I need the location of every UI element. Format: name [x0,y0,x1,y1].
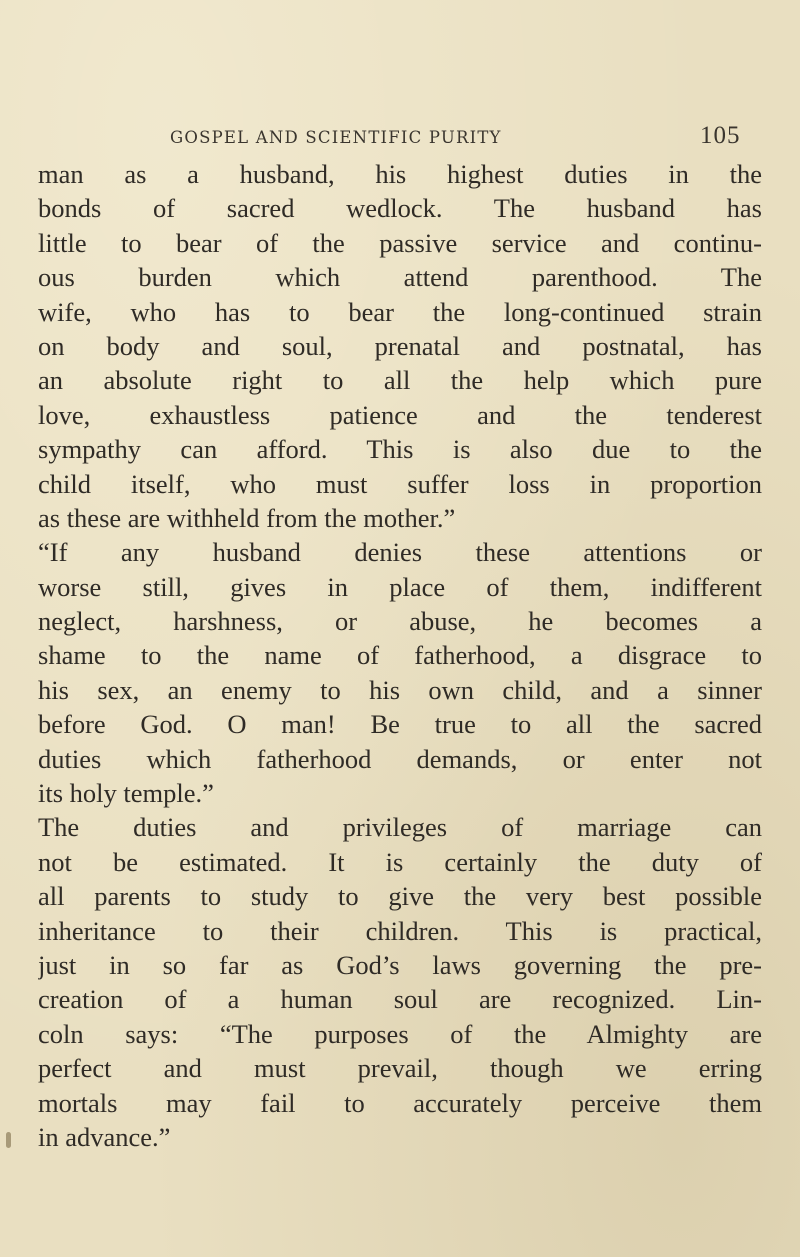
text-line: love, exhaustless patience and the tenderest [38,399,762,430]
text-line: inheritance to their children. This is practical, [38,915,762,946]
text-line: not be estimated. It is certainly the duty of [38,846,762,877]
text-line: The duties and privileges of marriage can [38,812,762,843]
text-line: an absolute right to all the help which pure [38,365,762,396]
text-line: creation of a human soul are recognized. Lin- [38,984,762,1015]
text-line: little to bear of the passive service and continu- [38,227,762,258]
body-text [38,157,762,1154]
text-line: before God. O man! Be true to all the sacred [38,709,762,740]
page-number: 105 [700,122,741,149]
text-line: child itself, who must suffer loss in proportion [38,468,762,499]
text-line: “If any husband denies these attentions or [38,537,762,568]
text-line: worse still, gives in place of them, indifferent [38,571,762,602]
text-line: just in so far as God’s laws governing the pre- [38,949,762,980]
text-line: man as a husband, his highest duties in the [38,159,762,189]
text-line: as these are withheld from the mother.” [38,502,456,533]
text-line: his sex, an enemy to his own child, and a sinner [38,674,762,705]
text-line: its holy temple.” [38,778,214,809]
text-line: ous burden which attend parenthood. The [38,262,762,293]
running-head: GOSPEL AND SCIENTIFIC PURITY [170,128,502,147]
text-line: in advance.” [38,1121,171,1152]
text-line: wife, who has to bear the long-continued strain [38,296,762,327]
text-line: sympathy can afford. This is also due to the [38,434,762,465]
text-line: duties which fatherhood demands, or enter not [38,743,762,774]
text-line: coln says: “The purposes of the Almighty are [38,1018,762,1049]
text-line: perfect and must prevail, though we erring [38,1053,762,1084]
ink-smudge [6,1132,11,1148]
text-line: all parents to study to give the very best possible [38,881,762,912]
text-line: on body and soul, prenatal and postnatal, has [38,330,762,361]
text-line: bonds of sacred wedlock. The husband has [38,193,762,224]
text-line: mortals may fail to accurately perceive them [38,1087,762,1118]
text-line: shame to the name of fatherhood, a disgrace to [38,640,762,671]
text-line: neglect, harshness, or abuse, he becomes a [38,606,762,637]
